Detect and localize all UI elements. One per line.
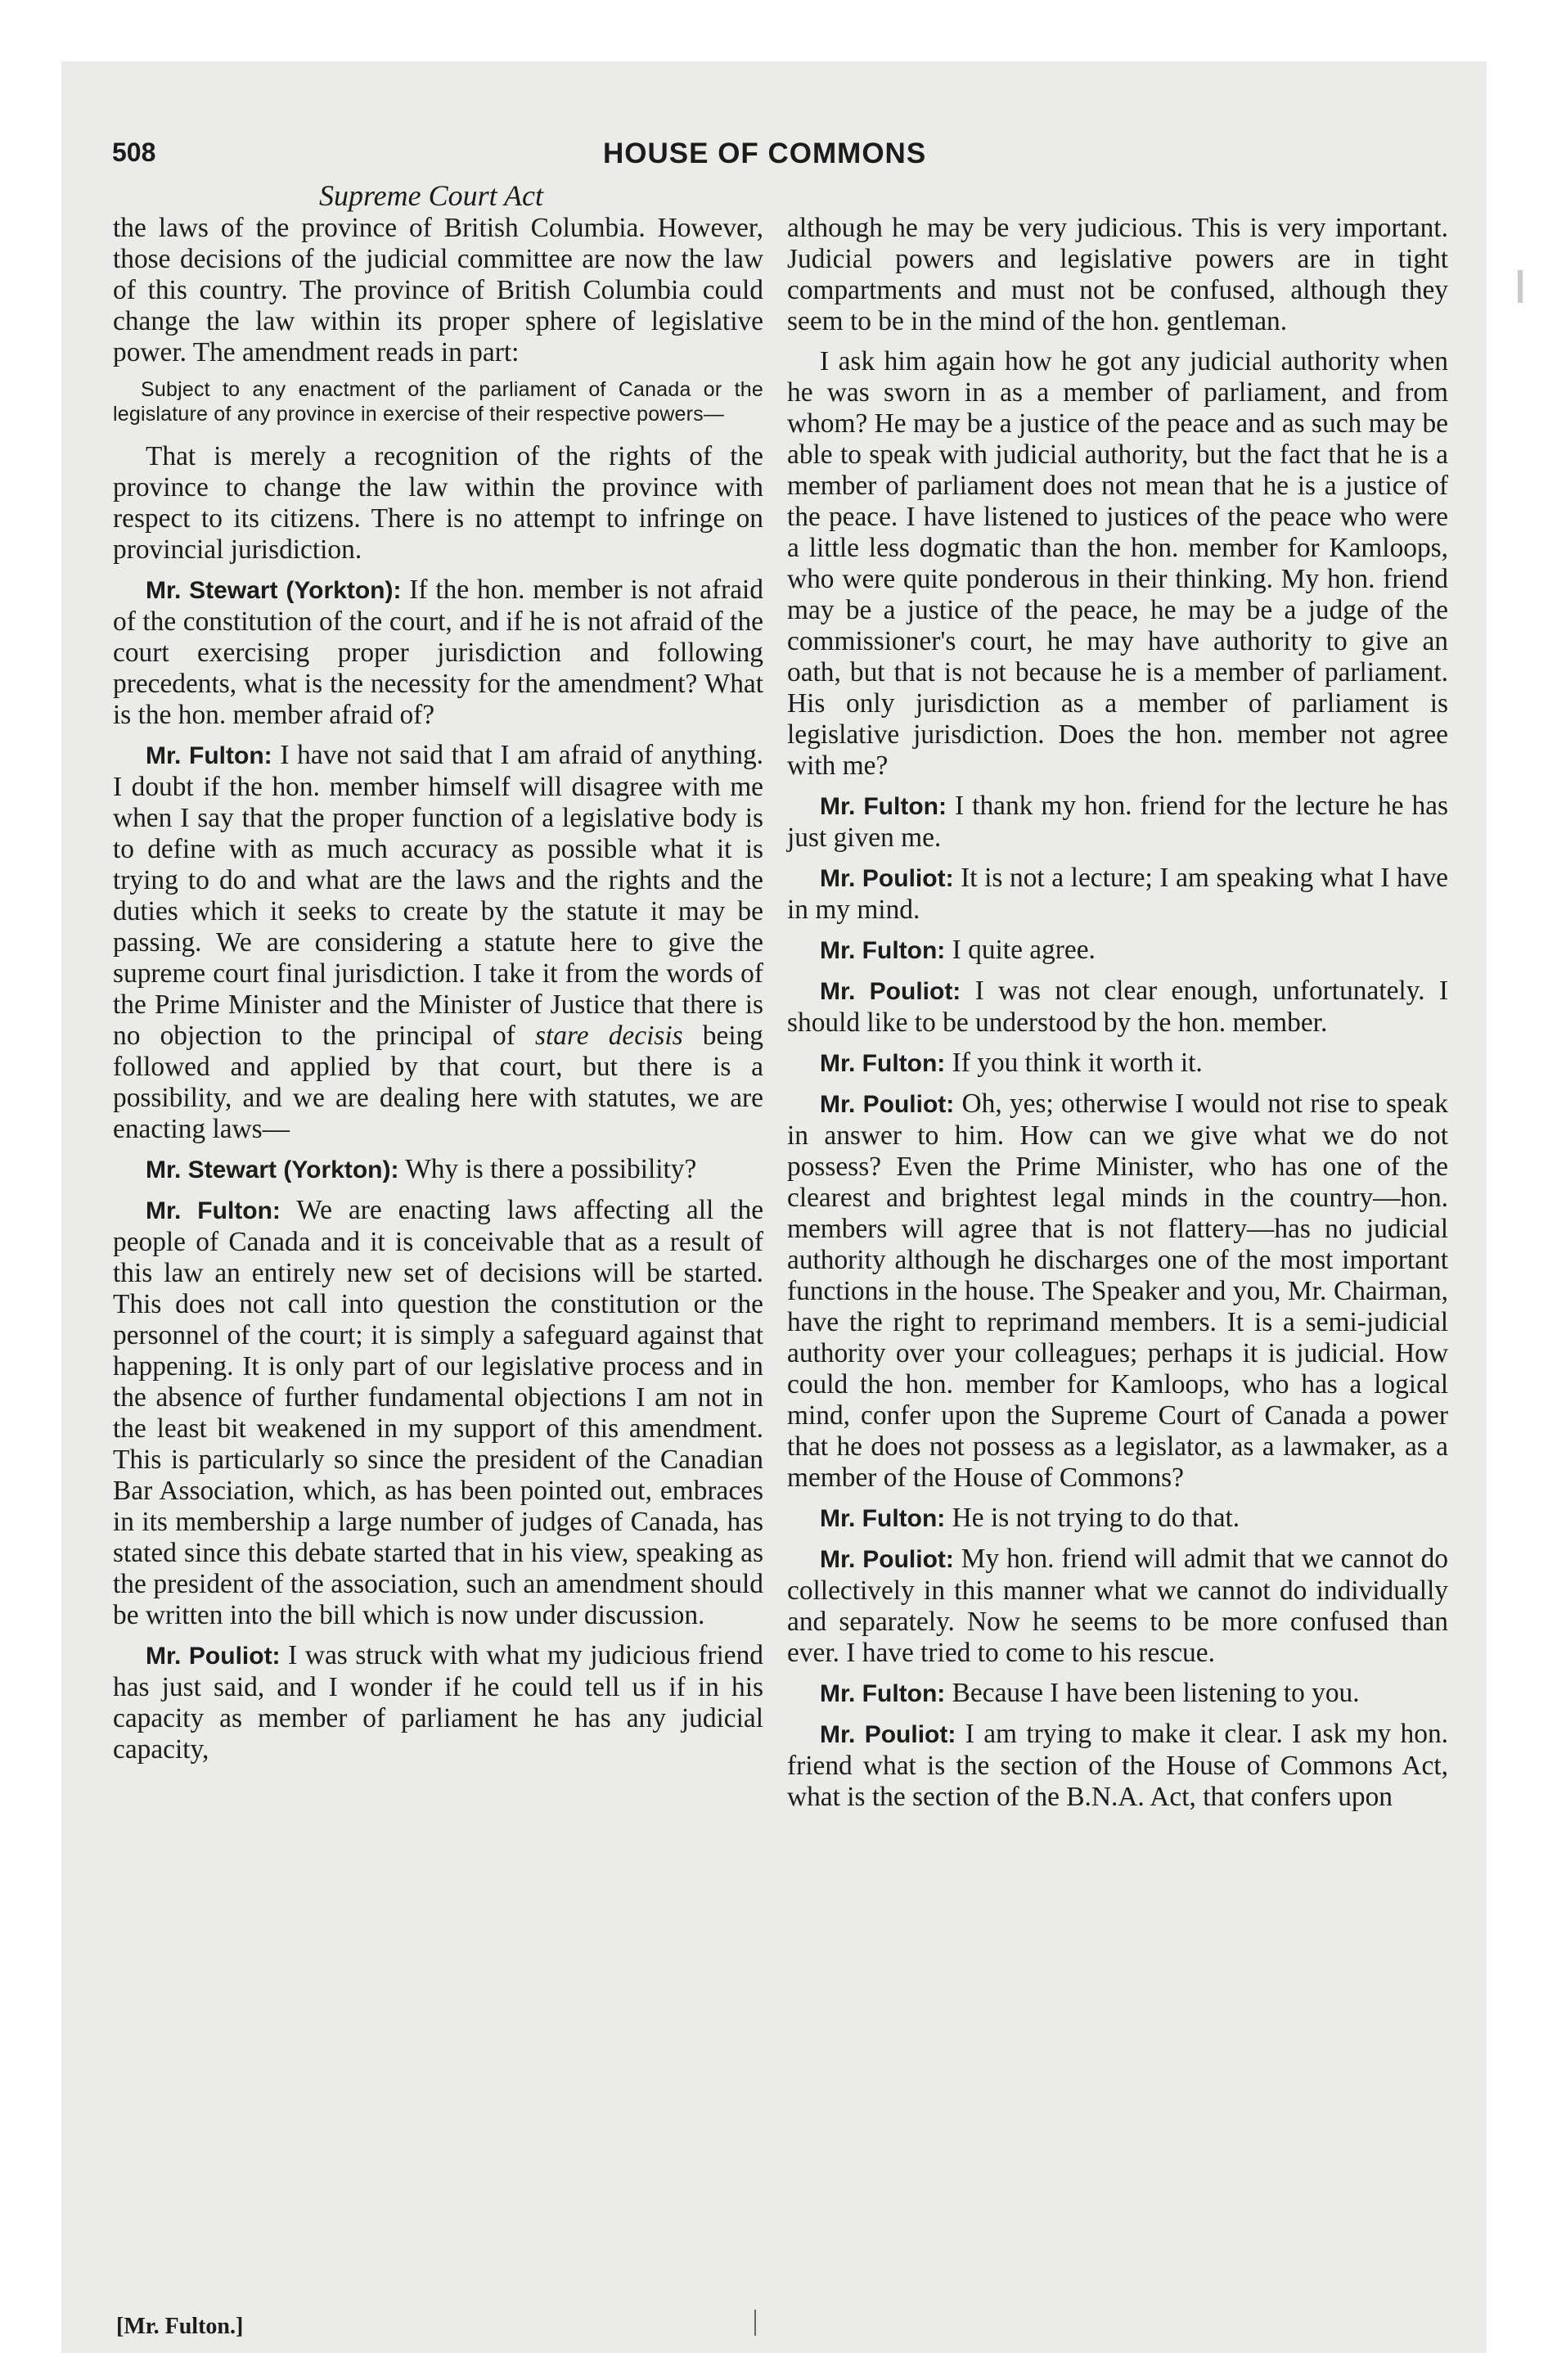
speaker-name: Mr. Fulton: xyxy=(820,1050,946,1077)
speech-paragraph xyxy=(787,1544,1448,1669)
speech-paragraph xyxy=(113,1154,763,1186)
paragraph-text: It is not a lecture; I am speaking what I have in my mind. xyxy=(787,863,1448,925)
speech-paragraph xyxy=(787,976,1448,1039)
paragraph-text: I was not clear enough, unfortunately. I should like to be understood by the hon. member. xyxy=(787,976,1448,1038)
page-subtitle: Supreme Court Act xyxy=(319,179,543,212)
paragraph xyxy=(113,441,763,566)
speaker-name: Mr. Fulton: xyxy=(146,742,272,769)
speaker-name: Mr. Pouliot: xyxy=(820,1091,955,1118)
speech-paragraph xyxy=(787,935,1448,967)
paragraph xyxy=(787,213,1448,337)
speech-paragraph xyxy=(113,1640,763,1765)
left-column xyxy=(113,213,763,1774)
speech-paragraph xyxy=(787,1048,1448,1080)
paragraph-text: I am trying to make it clear. I ask my hon. friend what is the section of the House of Commons Act, what is the section of the B.N.A. Act, that confers upon xyxy=(787,1719,1448,1812)
paragraph-text: I was struck with what my judicious friend has just said, and I wonder if he could tell us if in his capacity as member of parliament he has any judicial capacity, xyxy=(113,1640,763,1765)
speech-paragraph xyxy=(787,1089,1448,1494)
paragraph-text: My hon. friend will admit that we cannot do collectively in this manner what we cannot do individually and separately. Now he seems to be more confused than ever. I have tried to come to his rescue. xyxy=(787,1544,1448,1668)
paragraph-text: I quite agree. xyxy=(952,935,1096,965)
paragraph xyxy=(113,213,763,368)
quoted-amendment: Subject to any enactment of the parliament of Canada or the legislature of any province in exercise of their respective powers— xyxy=(113,378,763,426)
page-title: HOUSE OF COMMONS xyxy=(603,137,927,169)
paragraph-text: the laws of the province of British Columbia. However, those decisions of the judicial committee are now the law of this country. The province of British Columbia could change the law within its proper sphere of legislative power. The amendment reads in part: xyxy=(113,213,763,367)
footer-speaker-note: [Mr. Fulton.] xyxy=(116,2314,244,2339)
speaker-name: Mr. Pouliot: xyxy=(820,1721,956,1748)
speaker-name: Mr. Fulton: xyxy=(820,1505,946,1532)
paragraph-text: If you think it worth it. xyxy=(952,1048,1203,1078)
speaker-name: Mr. Pouliot: xyxy=(820,978,961,1005)
speaker-name: Mr. Fulton: xyxy=(146,1197,281,1224)
latin-term: stare decisis xyxy=(535,1021,683,1051)
edge-mark xyxy=(1518,270,1523,303)
page-number: 508 xyxy=(112,137,156,167)
speaker-name: Mr. Fulton: xyxy=(820,793,947,820)
paragraph-text: If the hon. member is not afraid of the constitution of the court, and if he is not afraid of the court exercising proper jurisdiction and following precedents, what is the necessity for the amendment? What is the hon. member afraid of? xyxy=(113,575,763,730)
paragraph-text: I ask him again how he got any judicial authority when he was sworn in as a member of parliament, and from whom? He may be a justice of the peace and as such may be able to speak with judicial authority, but the fact that he is a member of parliament does not mean that he is a justice of the peace. I have listened to justices of the peace who were a little less dogmatic than the hon. member for Kamloops, who were quite ponderous in their thinking. My hon. friend may be a justice of the peace, he may be a judge of the commissioner's court, he may have authority to give an oath, but that is not because he is a member of parliament. His only jurisdiction as a member of parliament is legislative jurisdiction. Does the hon. member not agree with me? xyxy=(787,346,1448,781)
speech-paragraph xyxy=(787,791,1448,854)
paragraph-text: That is merely a recognition of the rights of the province to change the law within the province with respect to its citizens. There is no attempt to infringe on provincial jurisdiction. xyxy=(113,441,763,565)
speech-paragraph xyxy=(787,1678,1448,1710)
page-header xyxy=(112,137,1438,178)
paragraph-text: I thank my hon. friend for the lecture he has just given me. xyxy=(787,791,1448,853)
speech-paragraph xyxy=(787,863,1448,926)
right-column xyxy=(787,213,1448,1822)
paragraph-text: I have not said that I am afraid of anything. I doubt if the hon. member himself will disagree with me when I say that the proper function of a legislative body is to define with as much accuracy as possible what it is trying to do and what are the laws and the rights and the duties which it seeks to create by the statute it may be passing. We are considering a statute here to give the supreme court final jurisdiction. I take it from the words of the Prime Minister and the Minister of Justice that there is no objection to the principal of stare decisis being followed and applied by that court, but there is a possibility, and we are dealing here with statutes, we are enacting laws— xyxy=(113,740,763,1144)
margin-mark xyxy=(754,2310,756,2336)
speaker-name: Mr. Pouliot: xyxy=(820,1546,954,1573)
paragraph xyxy=(787,346,1448,782)
speech-paragraph xyxy=(113,575,763,731)
speech-paragraph xyxy=(113,1195,763,1631)
speech-paragraph xyxy=(787,1503,1448,1535)
paragraph-text: We are enacting laws affecting all the people of Canada and it is conceivable that as a result of this law an entirely new set of decisions will be started. This does not call into question the constitution or the personnel of the court; it is simply a safeguard against that happening. It is only part of our legislative process and in the absence of further fundamental objections I am not in the least bit weakened in my support of this amendment. This is particularly so since the president of the Canadian Bar Association, which, as has been pointed out, embraces in its membership a large number of judges of Canada, has stated since this debate started that in his view, speaking as the president of the association, such an amendment should be written into the bill which is now under discussion. xyxy=(113,1195,764,1630)
speech-paragraph xyxy=(113,740,763,1145)
speaker-name: Mr. Stewart (Yorkton): xyxy=(146,577,402,604)
speaker-name: Mr. Fulton: xyxy=(820,937,946,964)
speaker-name: Mr. Stewart (Yorkton): xyxy=(146,1156,399,1183)
paragraph-text: although he may be very judicious. This is very important. Judicial powers and legislative powers are in tight compartments and must not be confused, although they seem to be in the mind of the hon. gentleman. xyxy=(787,213,1448,336)
speaker-name: Mr. Pouliot: xyxy=(146,1643,281,1670)
speech-paragraph xyxy=(787,1719,1448,1813)
paragraph-text: Why is there a possibility? xyxy=(405,1154,697,1184)
paragraph-text: Because I have been listening to you. xyxy=(952,1678,1360,1708)
paragraph-text: Oh, yes; otherwise I would not rise to speak in answer to him. How can we give what we do not possess? Even the Prime Minister, who has one of the clearest and brightest legal minds in the country—hon. members will agree that is not flattery—has no judicial authority although he discharges one of the most important functions in the house. The Speaker and you, Mr. Chairman, have the right to reprimand members. It is a semi-judicial authority over your colleagues; perhaps it is judicial. How could the hon. member for Kamloops, who has a logical mind, confer upon the Supreme Court of Canada a power that he does not possess as a legislator, as a lawmaker, as a member of the House of Commons? xyxy=(787,1089,1448,1493)
speaker-name: Mr. Pouliot: xyxy=(820,865,954,892)
paragraph-text: He is not trying to do that. xyxy=(952,1503,1240,1533)
speaker-name: Mr. Fulton: xyxy=(820,1680,946,1707)
